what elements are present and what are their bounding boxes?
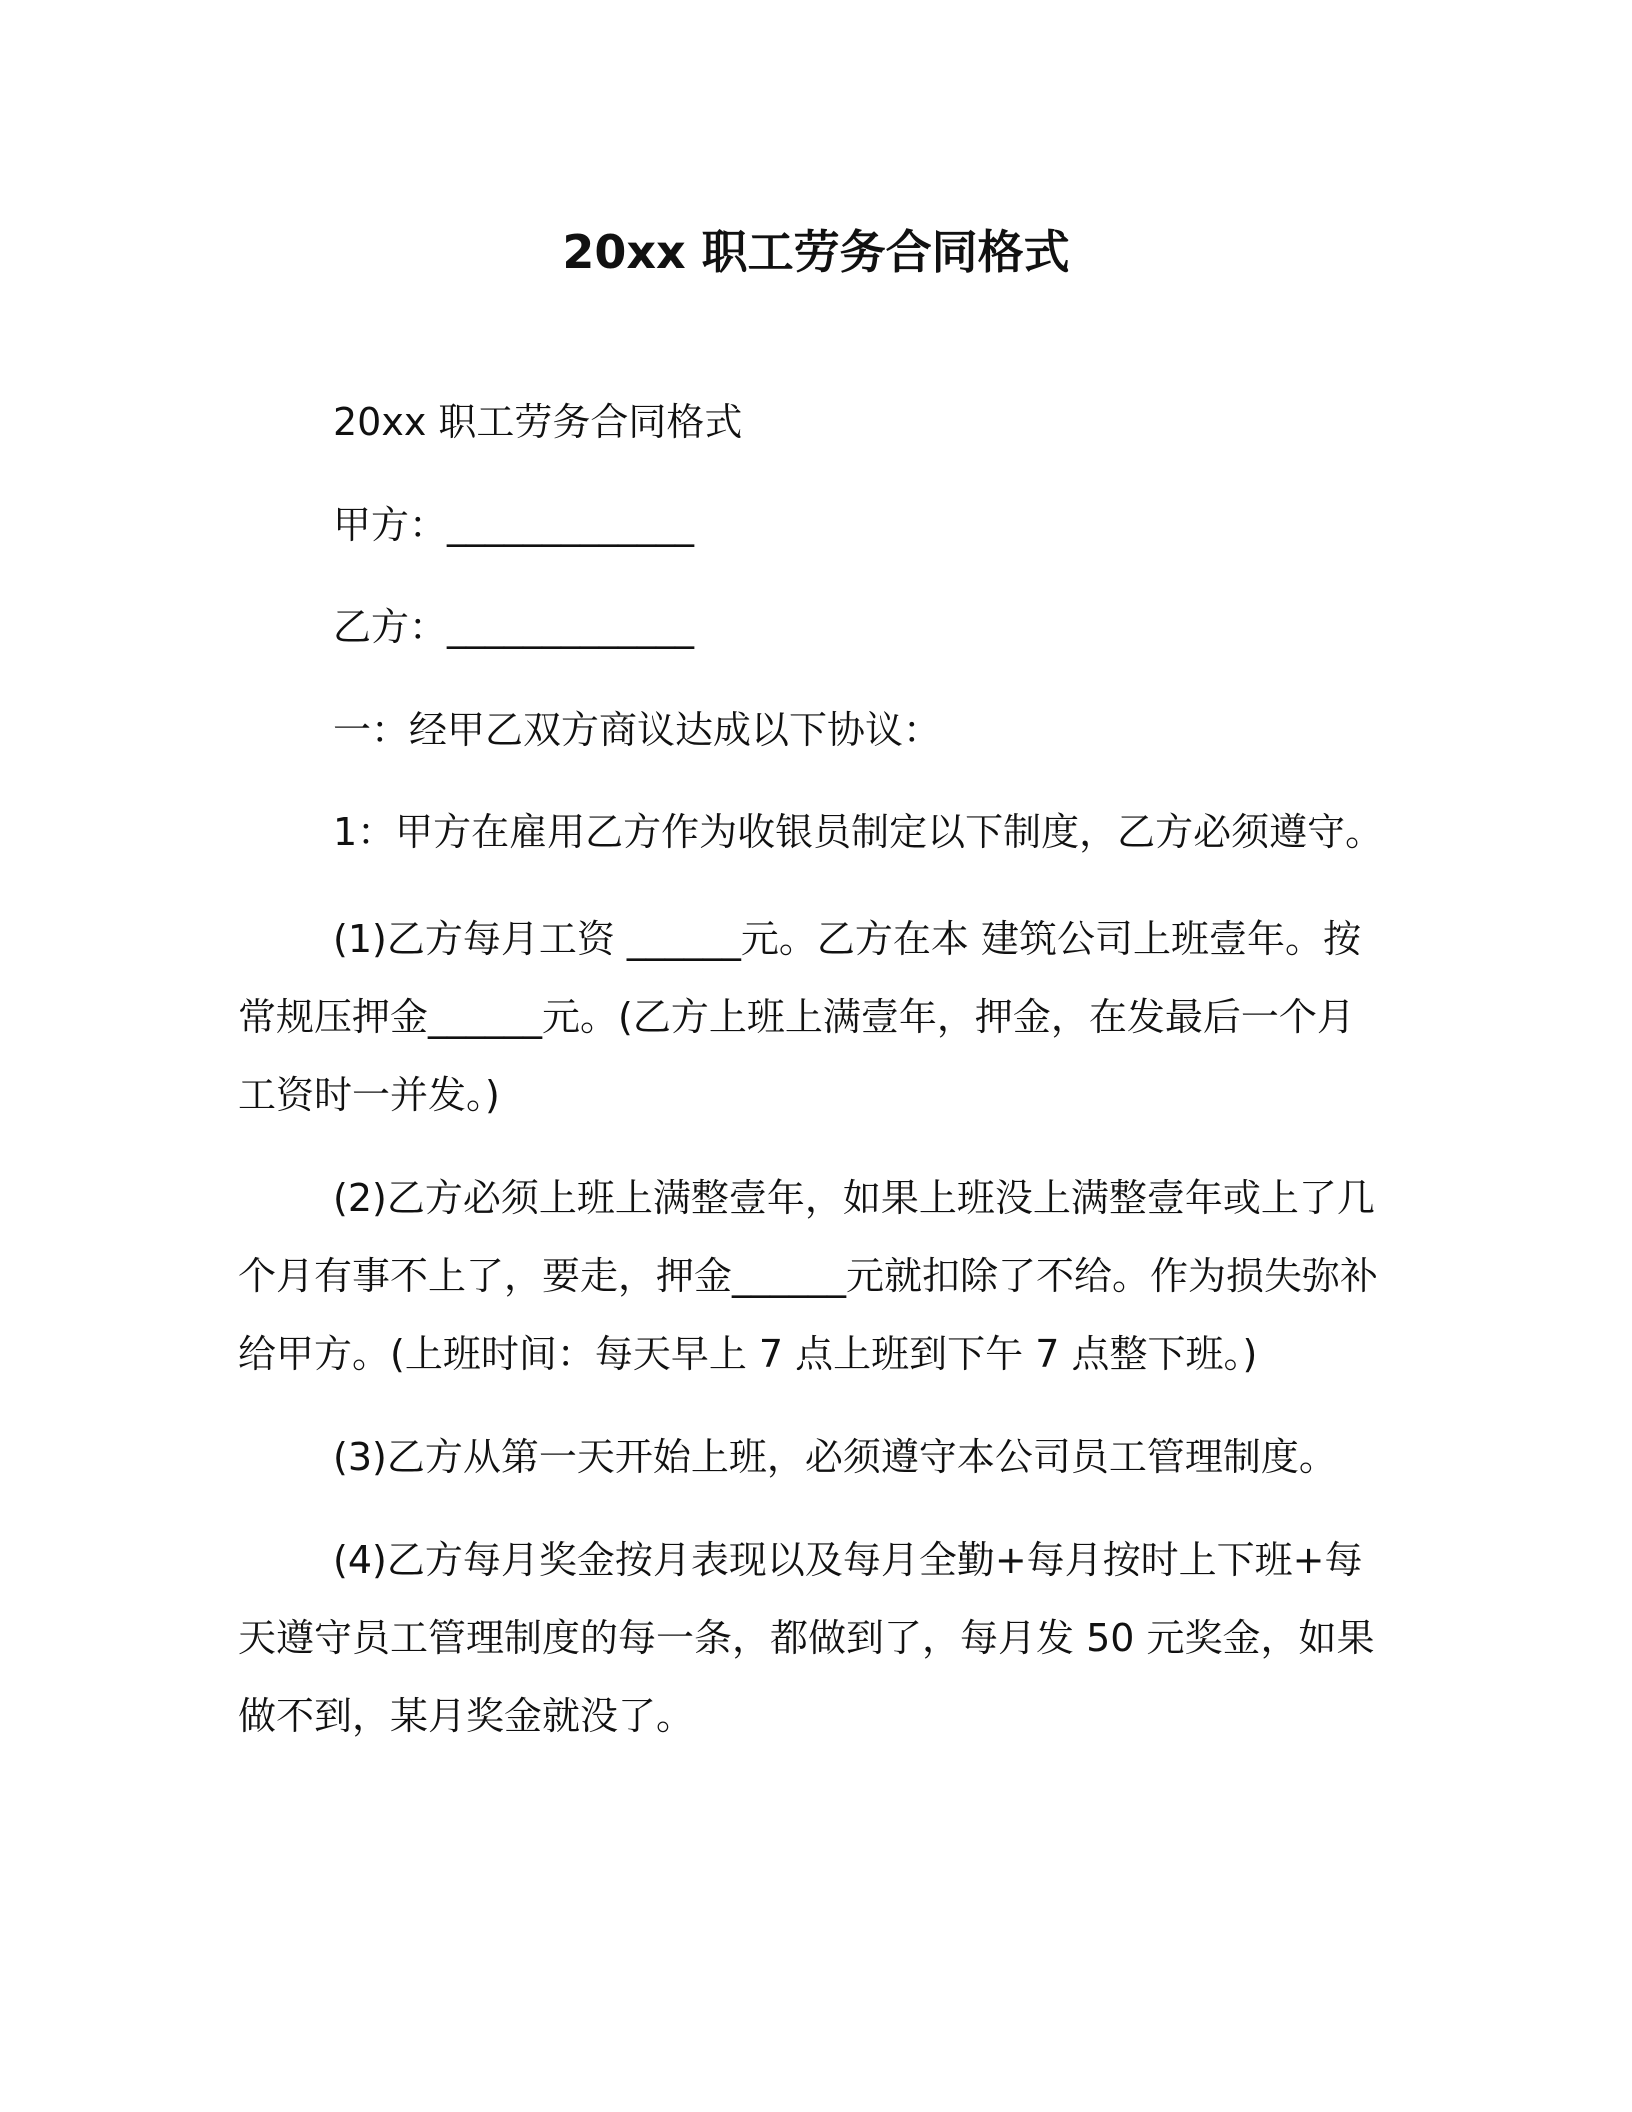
clause-item-1: (1)乙方每月工资 ______元。乙方在本 建筑公司上班壹年。按常规压押金______元。(乙方上班上满壹年，押金，在发最后一个月工资时一并发。) xyxy=(238,917,1361,1117)
clause-item-4: (4)乙方每月奖金按月表现以及每月全勤+每月按时上下班+每天遵守员工管理制度的每一条，都做到了，每月发 50 元奖金，如果做不到，某月奖金就没了。 xyxy=(238,1538,1375,1738)
section-heading-1: 一：经甲乙双方商议达成以下协议： xyxy=(333,708,942,752)
party-a-line: 甲方：_____________ xyxy=(333,503,695,547)
document-title: 20xx 职工劳务合同格式 xyxy=(562,225,1070,279)
document-subtitle: 20xx 职工劳务合同格式 xyxy=(333,400,743,444)
party-b-line: 乙方：_____________ xyxy=(333,605,695,649)
clause-1: 1：甲方在雇用乙方作为收银员制定以下制度，乙方必须遵守。 xyxy=(333,810,1384,854)
clause-item-2: (2)乙方必须上班上满整壹年，如果上班没上满整壹年或上了几个月有事不上了，要走，押金______元就扣除了不给。作为损失弥补给甲方。(上班时间：每天早上 7 点上班到下午 7 点整下班。) xyxy=(238,1176,1379,1376)
clause-item-3: (3)乙方从第一天开始上班，必须遵守本公司员工管理制度。 xyxy=(333,1435,1337,1479)
